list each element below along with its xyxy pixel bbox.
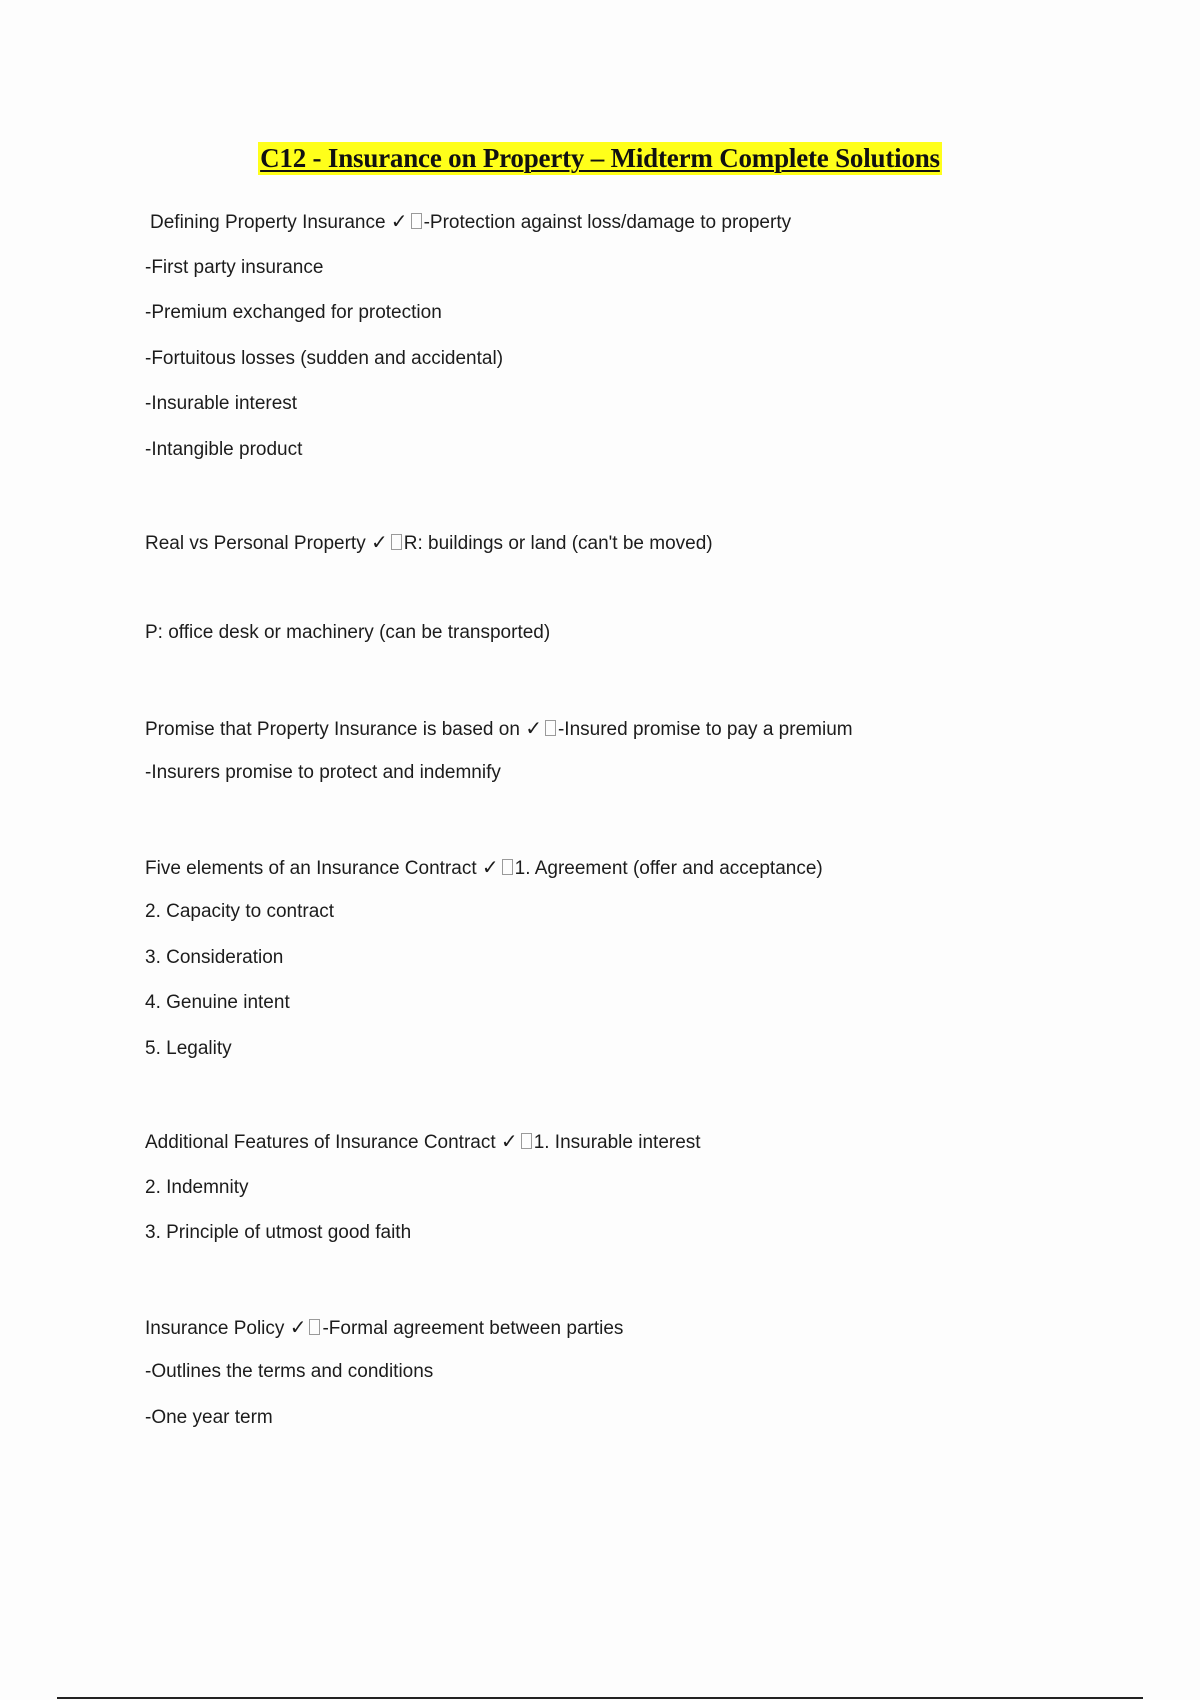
list-item: -Insurable interest [145, 393, 298, 414]
answer-text: 1. Insurable interest [533, 1132, 701, 1153]
answer-text: R: buildings or land (can't be moved) [403, 533, 713, 554]
list-item: 3. Consideration [145, 947, 284, 968]
checkmark-icon: ✓ [481, 855, 499, 879]
list-item: -Insurers promise to protect and indemnify [145, 762, 501, 783]
checkmark-icon: ✓ [525, 716, 542, 740]
list-item: 3. Principle of utmost good faith [145, 1222, 412, 1243]
answer-text: 1. Agreement (offer and acceptance) [514, 858, 823, 879]
answer-box-icon [502, 859, 513, 875]
footer-divider [57, 1697, 1143, 1699]
qa-line [145, 530, 713, 556]
page-title: C12 - Insurance on Property – Midterm Complete Solutions [260, 143, 940, 173]
checkmark-icon: ✓ [390, 209, 408, 233]
qa-line [145, 716, 853, 742]
answer-text: -Formal agreement between parties [322, 1318, 624, 1339]
qa-line [145, 1315, 623, 1341]
list-item: 5. Legality [145, 1038, 232, 1059]
question-text: Additional Features of Insurance Contract [145, 1132, 496, 1153]
qa-line [150, 209, 791, 235]
checkmark-icon: ✓ [371, 530, 388, 554]
answer-box-icon [309, 1319, 320, 1335]
question-text: Insurance Policy [145, 1318, 285, 1339]
list-item: 4. Genuine intent [145, 992, 290, 1013]
qa-line [145, 1129, 701, 1155]
question-text: Promise that Property Insurance is based on [145, 719, 520, 740]
list-item: -Fortuitous losses (sudden and accidental) [145, 348, 504, 369]
list-item: -Outlines the terms and conditions [145, 1361, 434, 1382]
answer-text: -Insured promise to pay a premium [557, 719, 853, 740]
list-item: 2. Indemnity [145, 1177, 249, 1198]
list-item: -Intangible product [145, 439, 303, 460]
list-item: 2. Capacity to contract [145, 901, 335, 922]
question-text: Defining Property Insurance [150, 212, 386, 233]
checkmark-icon: ✓ [289, 1315, 307, 1339]
answer-box-icon [545, 720, 556, 736]
answer-box-icon [521, 1133, 532, 1149]
title-wrapper [0, 142, 1200, 175]
answer-text: -Protection against loss/damage to property [423, 212, 792, 233]
list-item: -One year term [145, 1407, 273, 1428]
answer-box-icon [391, 534, 402, 550]
question-text: Five elements of an Insurance Contract [145, 858, 477, 879]
list-item: -First party insurance [145, 257, 324, 278]
list-item: -Premium exchanged for protection [145, 302, 442, 323]
question-text: Real vs Personal Property [145, 533, 366, 554]
qa-line [145, 855, 823, 881]
answer-box-icon [411, 213, 422, 229]
list-item: P: office desk or machinery (can be transported) [145, 622, 551, 643]
checkmark-icon: ✓ [500, 1129, 518, 1153]
